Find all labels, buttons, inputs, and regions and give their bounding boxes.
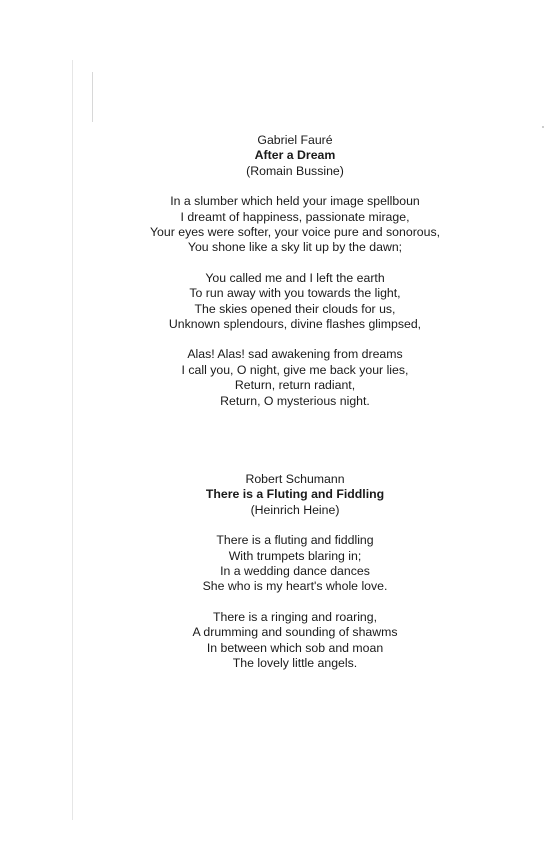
verse-line: The skies opened their clouds for us, bbox=[194, 301, 396, 316]
stanza-1 bbox=[0, 194, 550, 256]
verse-line: Your eyes were softer, your voice pure and sonorous, bbox=[149, 225, 441, 240]
song-title: There is a Fluting and Fiddling bbox=[205, 487, 385, 502]
poet-name: (Romain Bussine) bbox=[246, 163, 344, 178]
verse-line: She who is my heart's whole love. bbox=[202, 579, 388, 594]
verse-line: A drumming and sounding of shawms bbox=[192, 625, 398, 640]
verse-line: With trumpets blaring in; bbox=[228, 548, 362, 563]
verse-line: In between which sob and moan bbox=[206, 640, 384, 655]
verse-line: There is a fluting and fiddling bbox=[216, 533, 374, 548]
stanza-2 bbox=[0, 271, 550, 333]
verse-line: Unknown splendours, divine flashes glimpsed, bbox=[168, 317, 422, 332]
verse-line: The lovely little angels. bbox=[232, 656, 358, 671]
verse-line: There is a ringing and roaring, bbox=[212, 609, 378, 624]
composer-name: Robert Schumann bbox=[245, 472, 345, 486]
verse-line: To run away with you towards the light, bbox=[189, 286, 401, 301]
song-schumann bbox=[0, 472, 550, 671]
scan-mark bbox=[92, 72, 93, 122]
verse-line: I dreamt of happiness, passionate mirage, bbox=[180, 209, 410, 224]
scan-speck bbox=[542, 126, 544, 128]
song-title: After a Dream bbox=[254, 148, 336, 163]
verse-line: You called me and I left the earth bbox=[205, 270, 385, 285]
stanza-1 bbox=[0, 533, 550, 595]
stanza-3 bbox=[0, 347, 550, 409]
verse-line: Return, return radiant, bbox=[234, 378, 356, 393]
verse-line: You shone like a sky lit up by the dawn; bbox=[187, 240, 403, 255]
song-faure bbox=[0, 133, 550, 409]
composer-name: Gabriel Fauré bbox=[257, 133, 333, 147]
verse-line: I call you, O night, give me back your lies, bbox=[181, 362, 409, 377]
verse-line: In a slumber which held your image spellboun bbox=[170, 194, 420, 209]
stanza-2 bbox=[0, 610, 550, 672]
poet-name: (Heinrich Heine) bbox=[250, 502, 340, 517]
verse-line: In a wedding dance dances bbox=[220, 564, 370, 579]
verse-line: Return, O mysterious night. bbox=[220, 393, 370, 408]
verse-line: Alas! Alas! sad awakening from dreams bbox=[187, 347, 403, 362]
